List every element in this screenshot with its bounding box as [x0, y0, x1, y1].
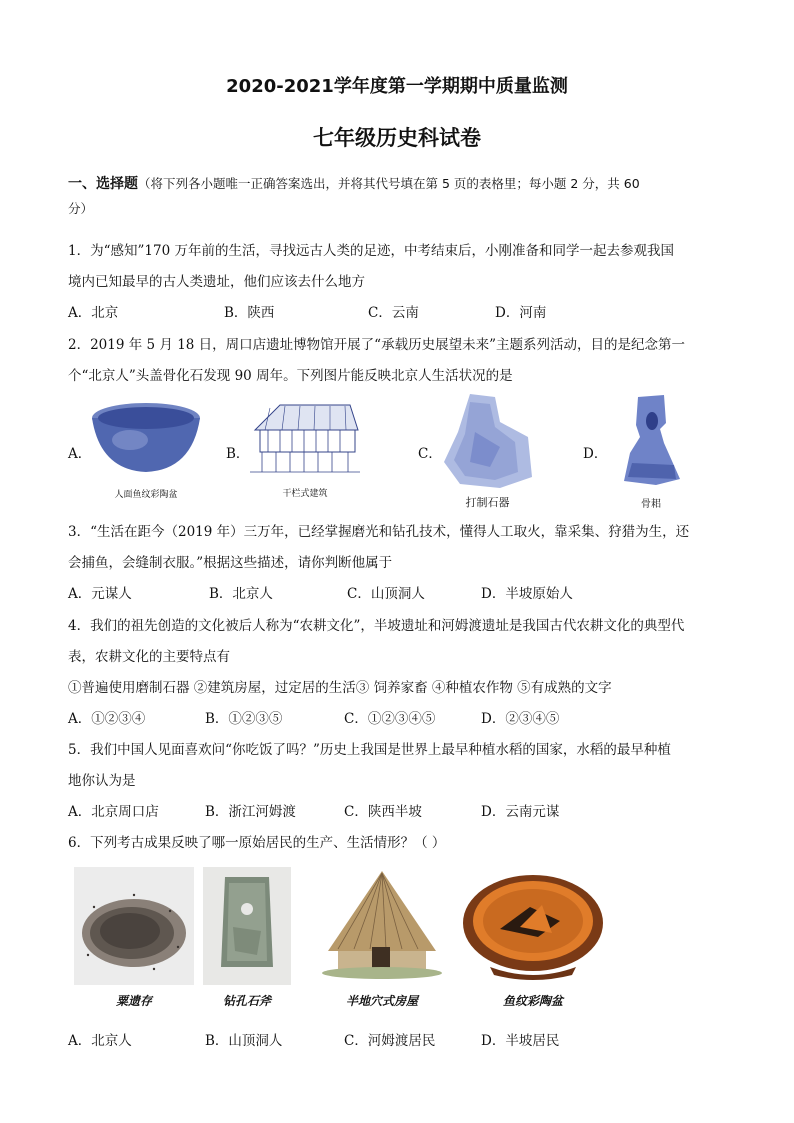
q1-text-line1: 1．为“感知”170 万年前的生活，寻找远古人类的足迹，中考结束后，小刚准备和同学一起去参观我国 [68, 243, 674, 259]
section-title: 一、选择题 [68, 176, 138, 192]
q2-caption-a: 人面鱼纹彩陶盆 [114, 490, 178, 500]
q3-option-c[interactable]: C．山顶洞人 [347, 586, 425, 602]
q3-option-d[interactable]: D．半坡原始人 [481, 586, 573, 602]
q5-option-c[interactable]: C．陕西半坡 [344, 804, 422, 820]
fish-pattern-pottery-basin-image [460, 867, 606, 985]
stilt-house-image [250, 400, 360, 480]
exam-title: 2020-2021学年度第一学期期中质量监测 [226, 76, 568, 97]
section-note: （将下列各小题唯一正确答案选出，并将其代号填在第 5 页的表格里；每小题 2 分，共 60 [138, 176, 640, 191]
q5-text-line1: 5．我们中国人见面喜欢问“你吃饭了吗？”历史上我国是世界上最早种植水稻的国家，水稻的最早种植 [68, 742, 671, 758]
q5-option-a[interactable]: A．北京周口店 [68, 804, 159, 820]
q1-option-a[interactable]: A．北京 [68, 305, 119, 321]
q3-option-a[interactable]: A．元谋人 [68, 586, 132, 602]
painted-pottery-basin-image [90, 400, 202, 482]
drilled-stone-axe-image [203, 867, 291, 985]
q3-option-b[interactable]: B．北京人 [209, 586, 273, 602]
q6-caption-3: 半地穴式房屋 [345, 994, 418, 1008]
q6-option-c[interactable]: C．河姆渡居民 [344, 1033, 436, 1049]
q4-option-d[interactable]: D．②③④⑤ [481, 711, 560, 727]
q1-option-d[interactable]: D．河南 [495, 305, 547, 321]
q4-items: ①普遍使用磨制石器 ②建筑房屋，过定居的生活③ 饲养家畜 ④种植农作物 ⑤有成熟的文字 [68, 680, 612, 696]
semi-subterranean-house-image [318, 867, 446, 985]
q2-label-a[interactable]: A． [68, 446, 92, 462]
q6-caption-1: 粟遗存 [115, 994, 152, 1008]
q1-option-c[interactable]: C．云南 [368, 305, 419, 321]
q2-text-line2: 个“北京人”头盖骨化石发现 90 周年。下列图片能反映北京人生活状况的是 [68, 368, 513, 384]
q6-option-a[interactable]: A．北京人 [68, 1033, 132, 1049]
millet-remains-image [74, 867, 194, 985]
q2-label-d[interactable]: D． [583, 446, 608, 462]
q2-text-line1: 2．2019 年 5 月 18 日，周口店遗址博物馆开展了“承载历史展望未来”主题系列活动，目的是纪念第一 [68, 337, 685, 353]
q6-caption-4: 鱼纹彩陶盆 [502, 994, 563, 1008]
q4-text-line1: 4．我们的祖先创造的文化被后人称为“农耕文化”，半坡遗址和河姆渡遗址是我国古代农耕文化的典型代 [68, 618, 685, 634]
exam-subtitle: 七年级历史科试卷 [313, 126, 481, 150]
q4-option-c[interactable]: C．①②③④⑤ [344, 711, 436, 727]
q4-text-line2: 表，农耕文化的主要特点有 [68, 649, 230, 665]
section-note-cont: 分） [68, 201, 94, 216]
q2-caption-c: 打制石器 [465, 496, 510, 509]
q2-caption-d: 骨耜 [641, 499, 661, 510]
q5-option-b[interactable]: B．浙江河姆渡 [205, 804, 296, 820]
q6-caption-2: 钻孔石斧 [222, 994, 271, 1008]
q2-label-c[interactable]: C． [418, 446, 442, 462]
q6-option-b[interactable]: B．山顶洞人 [205, 1033, 283, 1049]
q1-text-line2: 境内已知最早的古人类遗址，他们应该去什么地方 [68, 274, 365, 290]
q6-option-d[interactable]: D．半坡居民 [481, 1033, 560, 1049]
q3-text-line1: 3．“生活在距今（2019 年）三万年，已经掌握磨光和钻孔技术，懂得人工取火，靠采集、狩猎为生，还 [68, 524, 690, 540]
q5-option-d[interactable]: D．云南元谋 [481, 804, 560, 820]
q4-option-a[interactable]: A．①②③④ [68, 711, 146, 727]
section-heading [68, 173, 640, 193]
q5-text-line2: 地你认为是 [68, 773, 136, 789]
q1-option-b[interactable]: B．陕西 [224, 305, 275, 321]
q3-text-line2: 会捕鱼，会缝制衣服。”根据这些描述，请你判断他属于 [68, 555, 393, 571]
q2-label-b[interactable]: B． [226, 446, 250, 462]
bone-spade-image [616, 393, 686, 489]
q2-caption-b: 干栏式建筑 [282, 489, 328, 499]
q6-text-line1: 6．下列考古成果反映了哪一原始居民的生产、生活情形？（ ） [68, 835, 446, 851]
chipped-stone-tool-image [440, 392, 535, 492]
q4-option-b[interactable]: B．①②③⑤ [205, 711, 283, 727]
